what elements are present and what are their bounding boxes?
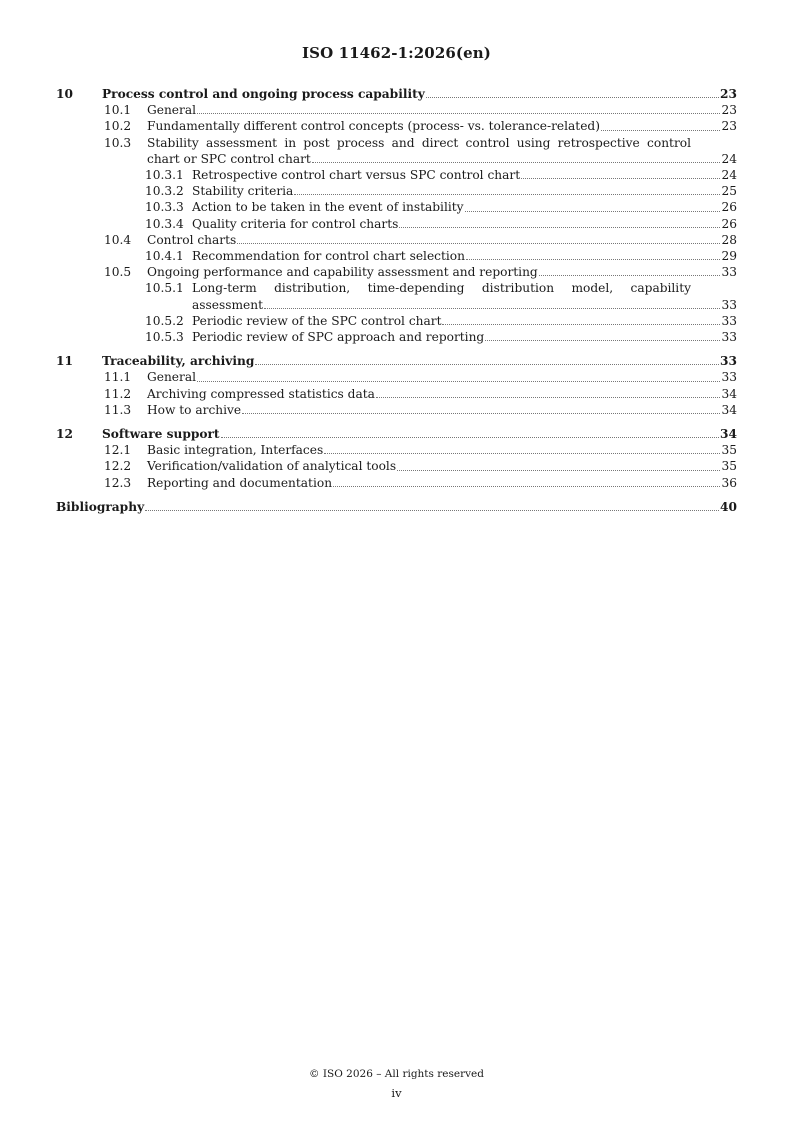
toc-entry-title: Action to be taken in the event of instability bbox=[192, 200, 464, 215]
page-number: iv bbox=[391, 1086, 402, 1100]
toc-entry[interactable] bbox=[56, 386, 737, 402]
toc-entry-title: Recommendation for control chart selection bbox=[192, 249, 465, 264]
toc-entry-number: 10.4.1 bbox=[145, 249, 184, 264]
toc-entry-page: 35 bbox=[721, 443, 737, 458]
toc-leader-dots bbox=[465, 211, 721, 212]
toc-entry-number: 12 bbox=[56, 427, 73, 442]
toc-entry-title: Periodic review of SPC approach and reporting bbox=[192, 330, 485, 345]
toc-entry-page: 33 bbox=[721, 370, 737, 385]
toc-entry[interactable] bbox=[56, 475, 737, 491]
toc-entry-page: 28 bbox=[721, 232, 737, 247]
toc-leader-dots bbox=[312, 162, 721, 163]
toc-entry-page: 23 bbox=[721, 103, 737, 118]
table-of-contents bbox=[56, 86, 737, 515]
toc-leader-dots bbox=[197, 113, 720, 114]
toc-entry-title: Retrospective control chart versus SPC control chart bbox=[192, 168, 521, 183]
toc-entry[interactable] bbox=[56, 232, 737, 248]
toc-entry[interactable] bbox=[56, 369, 737, 385]
toc-entry-page: 24 bbox=[721, 151, 737, 166]
toc-entry[interactable] bbox=[56, 102, 737, 118]
toc-leader-dots bbox=[442, 324, 720, 325]
toc-entry[interactable] bbox=[56, 118, 737, 134]
toc-entry-title: How to archive bbox=[147, 402, 242, 417]
toc-entry[interactable] bbox=[56, 402, 737, 418]
toc-entry-title: Fundamentally different control concepts (process- vs. tolerance-related) bbox=[147, 119, 600, 134]
toc-entry-number: 10.2 bbox=[104, 119, 132, 134]
toc-entry-number: 10.5.1 bbox=[145, 281, 184, 296]
toc-entry-page: 29 bbox=[721, 249, 737, 264]
toc-entry-page: 33 bbox=[720, 354, 737, 369]
copyright-notice: © ISO 2026 – All rights reserved bbox=[309, 1068, 484, 1080]
toc-entry-number: 10.3 bbox=[104, 135, 132, 150]
toc-entry-page: 34 bbox=[720, 427, 737, 442]
toc-entry-number: 10.3.4 bbox=[145, 216, 184, 231]
toc-entry-page: 35 bbox=[721, 459, 737, 474]
toc-leader-dots bbox=[255, 364, 719, 365]
toc-entry-title-continued: assessment bbox=[192, 297, 264, 312]
toc-leader-dots bbox=[264, 308, 720, 309]
toc-entry[interactable] bbox=[56, 280, 737, 312]
toc-leader-dots bbox=[324, 453, 720, 454]
toc-entry-number: 11 bbox=[56, 354, 73, 369]
toc-entry-page: 40 bbox=[720, 499, 737, 514]
toc-entry-title: General bbox=[147, 103, 196, 118]
toc-leader-dots bbox=[237, 243, 720, 244]
toc-entry-number: 12.1 bbox=[104, 443, 132, 458]
toc-entry[interactable] bbox=[56, 248, 737, 264]
toc-entry[interactable] bbox=[56, 216, 737, 232]
toc-entry-title: Traceability, archiving bbox=[102, 354, 255, 369]
toc-entry-page: 33 bbox=[721, 330, 737, 345]
toc-entry-title: Verification/validation of analytical tools bbox=[147, 459, 397, 474]
toc-leader-dots bbox=[376, 397, 721, 398]
toc-entry-number: 12.3 bbox=[104, 475, 132, 490]
toc-leader-dots bbox=[294, 194, 720, 195]
toc-entry-page: 24 bbox=[721, 168, 737, 183]
toc-entry-title: Quality criteria for control charts bbox=[192, 216, 399, 231]
toc-entry-title: Periodic review of the SPC control chart bbox=[192, 313, 442, 328]
toc-leader-dots bbox=[333, 486, 720, 487]
toc-entry[interactable] bbox=[56, 86, 737, 102]
toc-entry-page: 36 bbox=[721, 475, 737, 490]
toc-entry-page: 25 bbox=[721, 184, 737, 199]
toc-entry-number: 11.3 bbox=[104, 402, 132, 417]
toc-leader-dots bbox=[242, 413, 720, 414]
toc-entry-number: 11.2 bbox=[104, 386, 132, 401]
toc-entry-title: Ongoing performance and capability assessment and reporting bbox=[147, 265, 538, 280]
toc-entry-title-continued: chart or SPC control chart bbox=[147, 151, 311, 166]
toc-entry-number: 12.2 bbox=[104, 459, 132, 474]
toc-entry-title: Bibliography bbox=[56, 499, 145, 514]
toc-entry-page: 26 bbox=[721, 216, 737, 231]
toc-entry-page: 34 bbox=[721, 402, 737, 417]
toc-entry-title: Archiving compressed statistics data bbox=[147, 386, 375, 401]
toc-entry-number: 10.5.3 bbox=[145, 330, 184, 345]
toc-leader-dots bbox=[466, 259, 721, 260]
toc-leader-dots bbox=[197, 381, 720, 382]
toc-entry-title: Long-term distribution, time-depending distribution model, capability bbox=[192, 281, 691, 296]
toc-entry[interactable] bbox=[56, 313, 737, 329]
toc-entry-number: 10.3.1 bbox=[145, 168, 184, 183]
toc-entry[interactable] bbox=[56, 167, 737, 183]
toc-entry-number: 10.4 bbox=[104, 232, 132, 247]
toc-entry[interactable] bbox=[56, 199, 737, 215]
toc-entry-number: 10.5 bbox=[104, 265, 132, 280]
toc-entry[interactable] bbox=[56, 329, 737, 345]
toc-leader-dots bbox=[539, 275, 721, 276]
toc-entry[interactable] bbox=[56, 135, 737, 167]
toc-entry-number: 10.1 bbox=[104, 103, 132, 118]
toc-leader-dots bbox=[399, 227, 720, 228]
toc-entry-page: 34 bbox=[721, 386, 737, 401]
toc-entry-number: 10.5.2 bbox=[145, 313, 184, 328]
toc-entry-page: 33 bbox=[721, 265, 737, 280]
toc-entry-number: 10.3.3 bbox=[145, 200, 184, 215]
toc-entry[interactable] bbox=[56, 458, 737, 474]
page-footer bbox=[0, 1068, 793, 1100]
toc-entry-title: Stability criteria bbox=[192, 184, 294, 199]
toc-entry[interactable] bbox=[56, 426, 737, 442]
toc-leader-dots bbox=[601, 130, 721, 131]
toc-entry-title: Basic integration, Interfaces bbox=[147, 443, 324, 458]
toc-entry-title: Control charts bbox=[147, 232, 237, 247]
toc-leader-dots bbox=[145, 510, 719, 511]
toc-leader-dots bbox=[426, 97, 719, 98]
toc-leader-dots bbox=[397, 470, 720, 471]
toc-entry-page: 23 bbox=[720, 87, 737, 101]
toc-entry-number: 10 bbox=[56, 87, 73, 101]
toc-leader-dots bbox=[521, 178, 720, 179]
toc-leader-dots bbox=[221, 437, 719, 438]
toc-entry-page: 26 bbox=[721, 200, 737, 215]
toc-entry[interactable] bbox=[56, 183, 737, 199]
toc-entry-title: Stability assessment in post process and direct control using retrospective control bbox=[147, 135, 691, 150]
toc-entry-title: Reporting and documentation bbox=[147, 475, 333, 490]
toc-entry-page: 33 bbox=[721, 313, 737, 328]
document-header: ISO 11462-1:2026(en) bbox=[302, 44, 491, 62]
toc-entry-number: 10.3.2 bbox=[145, 184, 184, 199]
toc-leader-dots bbox=[485, 340, 720, 341]
toc-entry-title: Process control and ongoing process capability bbox=[102, 87, 425, 101]
toc-entry-page: 23 bbox=[721, 119, 737, 134]
toc-entry-page: 33 bbox=[721, 297, 737, 312]
toc-entry[interactable] bbox=[56, 442, 737, 458]
toc-entry-bibliography[interactable] bbox=[56, 499, 737, 515]
toc-entry-title: Software support bbox=[102, 427, 220, 442]
toc-entry[interactable] bbox=[56, 264, 737, 280]
toc-entry-title: General bbox=[147, 370, 196, 385]
toc-entry-number: 11.1 bbox=[104, 370, 132, 385]
toc-entry[interactable] bbox=[56, 353, 737, 369]
